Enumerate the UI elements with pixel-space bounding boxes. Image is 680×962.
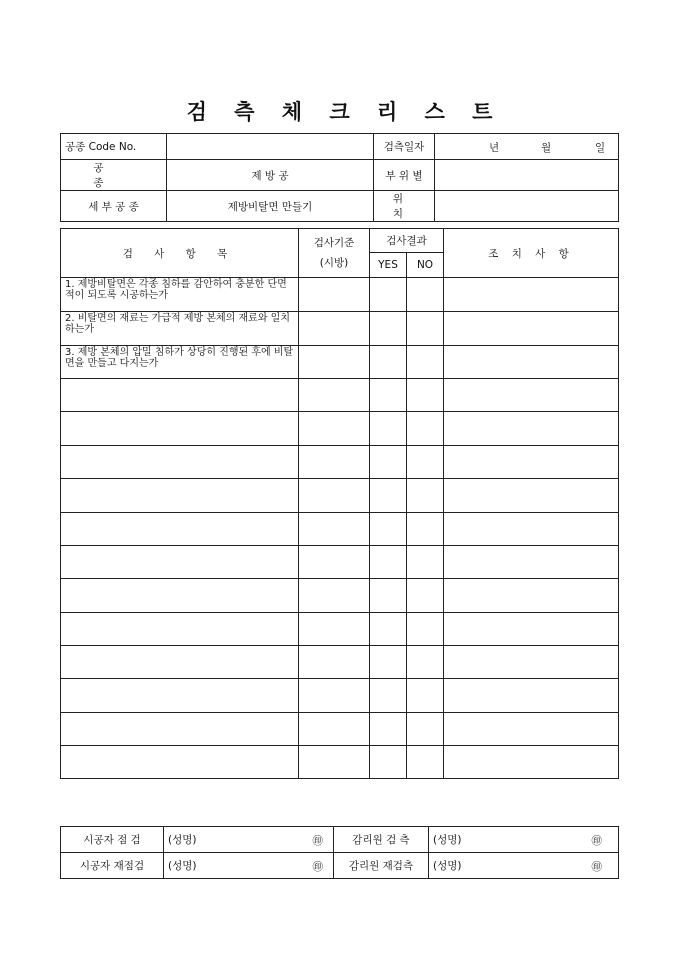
yes-cell[interactable] (370, 446, 407, 479)
part-value[interactable] (435, 160, 619, 191)
table-row (61, 278, 619, 312)
seal-icon: ㊞ (591, 861, 602, 873)
seal-icon: ㊞ (312, 835, 323, 847)
yes-cell[interactable] (370, 646, 407, 679)
criteria-cell[interactable] (299, 412, 370, 446)
action-cell[interactable] (444, 346, 619, 379)
criteria-cell[interactable] (299, 679, 370, 713)
action-cell[interactable] (444, 379, 619, 412)
header-item: 검 사 항 목 (61, 229, 299, 278)
item-cell[interactable] (61, 546, 299, 579)
yes-cell[interactable] (370, 513, 407, 546)
table-row (61, 412, 619, 446)
criteria-cell[interactable] (299, 513, 370, 546)
item-cell[interactable] (61, 479, 299, 513)
criteria-cell[interactable] (299, 579, 370, 613)
action-cell[interactable] (444, 278, 619, 312)
code-value[interactable] (167, 134, 374, 160)
seal-icon: ㊞ (591, 835, 602, 847)
item-cell[interactable] (61, 613, 299, 646)
item-cell[interactable] (61, 412, 299, 446)
item-cell[interactable] (61, 746, 299, 779)
action-cell[interactable] (444, 312, 619, 346)
supervisor-recheck-signature[interactable] (429, 853, 619, 879)
criteria-cell[interactable] (299, 312, 370, 346)
check-item-2: 2. 비탈면의 재료는 가급적 제방 본체의 재료와 일치하는가 (61, 312, 299, 346)
no-cell[interactable] (407, 679, 444, 713)
yes-cell[interactable] (370, 546, 407, 579)
loc-value[interactable] (435, 191, 619, 222)
part-label: 부 위 별 (374, 160, 435, 191)
contractor-check-name: (성명) (168, 834, 197, 846)
header-no: NO (407, 253, 444, 278)
criteria-cell[interactable] (299, 713, 370, 746)
header-action: 조 치 사 항 (444, 229, 619, 278)
no-cell[interactable] (407, 746, 444, 779)
loc-label: 위 치 (374, 191, 435, 222)
action-cell[interactable] (444, 746, 619, 779)
contractor-check-label: 시공자 점 검 (61, 827, 164, 853)
no-cell[interactable] (407, 613, 444, 646)
item-cell[interactable] (61, 446, 299, 479)
supervisor-check-name: (성명) (433, 834, 462, 846)
detail-label: 세 부 공 종 (61, 191, 167, 222)
work-label: 공 종 (61, 160, 167, 191)
header-criteria-label: 검사기준 (313, 237, 355, 249)
no-cell[interactable] (407, 412, 444, 446)
table-row (61, 613, 619, 646)
criteria-cell[interactable] (299, 278, 370, 312)
action-cell[interactable] (444, 613, 619, 646)
checklist-table (60, 228, 619, 779)
action-cell[interactable] (444, 546, 619, 579)
date-label: 검측일자 (374, 134, 435, 160)
criteria-cell[interactable] (299, 646, 370, 679)
item-cell[interactable] (61, 513, 299, 546)
item-cell[interactable] (61, 713, 299, 746)
table-row (61, 379, 619, 412)
criteria-cell[interactable] (299, 346, 370, 379)
no-cell[interactable] (407, 646, 444, 679)
table-row (61, 679, 619, 713)
supervisor-recheck-name: (성명) (433, 860, 462, 872)
date-value[interactable] (435, 134, 619, 160)
action-cell[interactable] (444, 646, 619, 679)
yes-cell[interactable] (370, 346, 407, 379)
yes-cell[interactable] (370, 713, 407, 746)
no-cell[interactable] (407, 546, 444, 579)
yes-cell[interactable] (370, 479, 407, 513)
no-cell[interactable] (407, 379, 444, 412)
action-cell[interactable] (444, 412, 619, 446)
criteria-cell[interactable] (299, 446, 370, 479)
header-criteria-sub: (시방) (319, 257, 349, 269)
header-yes: YES (370, 253, 407, 278)
no-cell[interactable] (407, 479, 444, 513)
table-row (61, 713, 619, 746)
supervisor-check-label: 감리원 검 측 (334, 827, 429, 853)
yes-cell[interactable] (370, 312, 407, 346)
criteria-cell[interactable] (299, 613, 370, 646)
table-row (61, 479, 619, 513)
table-row (61, 513, 619, 546)
table-row (61, 446, 619, 479)
criteria-cell[interactable] (299, 479, 370, 513)
signature-table (60, 826, 619, 879)
action-cell[interactable] (444, 513, 619, 546)
table-row (61, 646, 619, 679)
no-cell[interactable] (407, 513, 444, 546)
table-row (61, 546, 619, 579)
contractor-recheck-signature[interactable] (164, 853, 334, 879)
item-cell[interactable] (61, 379, 299, 412)
seal-icon: ㊞ (312, 861, 323, 873)
criteria-cell[interactable] (299, 379, 370, 412)
check-item-1: 1. 제방비탈면은 각종 침하를 감안하여 충분한 단면적이 되도록 시공하는가 (61, 278, 299, 312)
yes-cell[interactable] (370, 679, 407, 713)
supervisor-check-signature[interactable] (429, 827, 619, 853)
contractor-recheck-name: (성명) (168, 860, 197, 872)
yes-cell[interactable] (370, 613, 407, 646)
no-cell[interactable] (407, 346, 444, 379)
code-label: 공종 Code No. (61, 134, 167, 160)
action-cell[interactable] (444, 446, 619, 479)
yes-cell[interactable] (370, 746, 407, 779)
header-result: 검사결과 (370, 229, 444, 253)
action-cell[interactable] (444, 713, 619, 746)
yes-cell[interactable] (370, 278, 407, 312)
header-criteria (299, 229, 370, 278)
yes-cell[interactable] (370, 379, 407, 412)
yes-cell[interactable] (370, 412, 407, 446)
page-title: 검 측 체 크 리 스 트 (186, 99, 494, 124)
work-value[interactable]: 제 방 공 (167, 160, 374, 191)
item-cell[interactable] (61, 579, 299, 613)
check-item-3: 3. 제방 본체의 압밀 침하가 상당히 진행된 후에 비탈면을 만들고 다지는가 (61, 346, 299, 379)
criteria-cell[interactable] (299, 546, 370, 579)
table-row (61, 579, 619, 613)
yes-cell[interactable] (370, 579, 407, 613)
table-row (61, 346, 619, 379)
action-cell[interactable] (444, 479, 619, 513)
supervisor-recheck-label: 감리원 재검측 (334, 853, 429, 879)
contractor-recheck-label: 시공자 재점검 (61, 853, 164, 879)
date-month: 월 (541, 141, 552, 154)
contractor-check-signature[interactable] (164, 827, 334, 853)
detail-value[interactable]: 제방비탈면 만들기 (167, 191, 374, 222)
item-cell[interactable] (61, 679, 299, 713)
no-cell[interactable] (407, 312, 444, 346)
table-row (61, 746, 619, 779)
no-cell[interactable] (407, 713, 444, 746)
action-cell[interactable] (444, 579, 619, 613)
no-cell[interactable] (407, 278, 444, 312)
item-cell[interactable] (61, 646, 299, 679)
info-table (60, 133, 619, 222)
table-row (61, 312, 619, 346)
no-cell[interactable] (407, 579, 444, 613)
date-year: 년 (489, 141, 500, 154)
action-cell[interactable] (444, 679, 619, 713)
no-cell[interactable] (407, 446, 444, 479)
date-day: 일 (595, 141, 606, 154)
criteria-cell[interactable] (299, 746, 370, 779)
